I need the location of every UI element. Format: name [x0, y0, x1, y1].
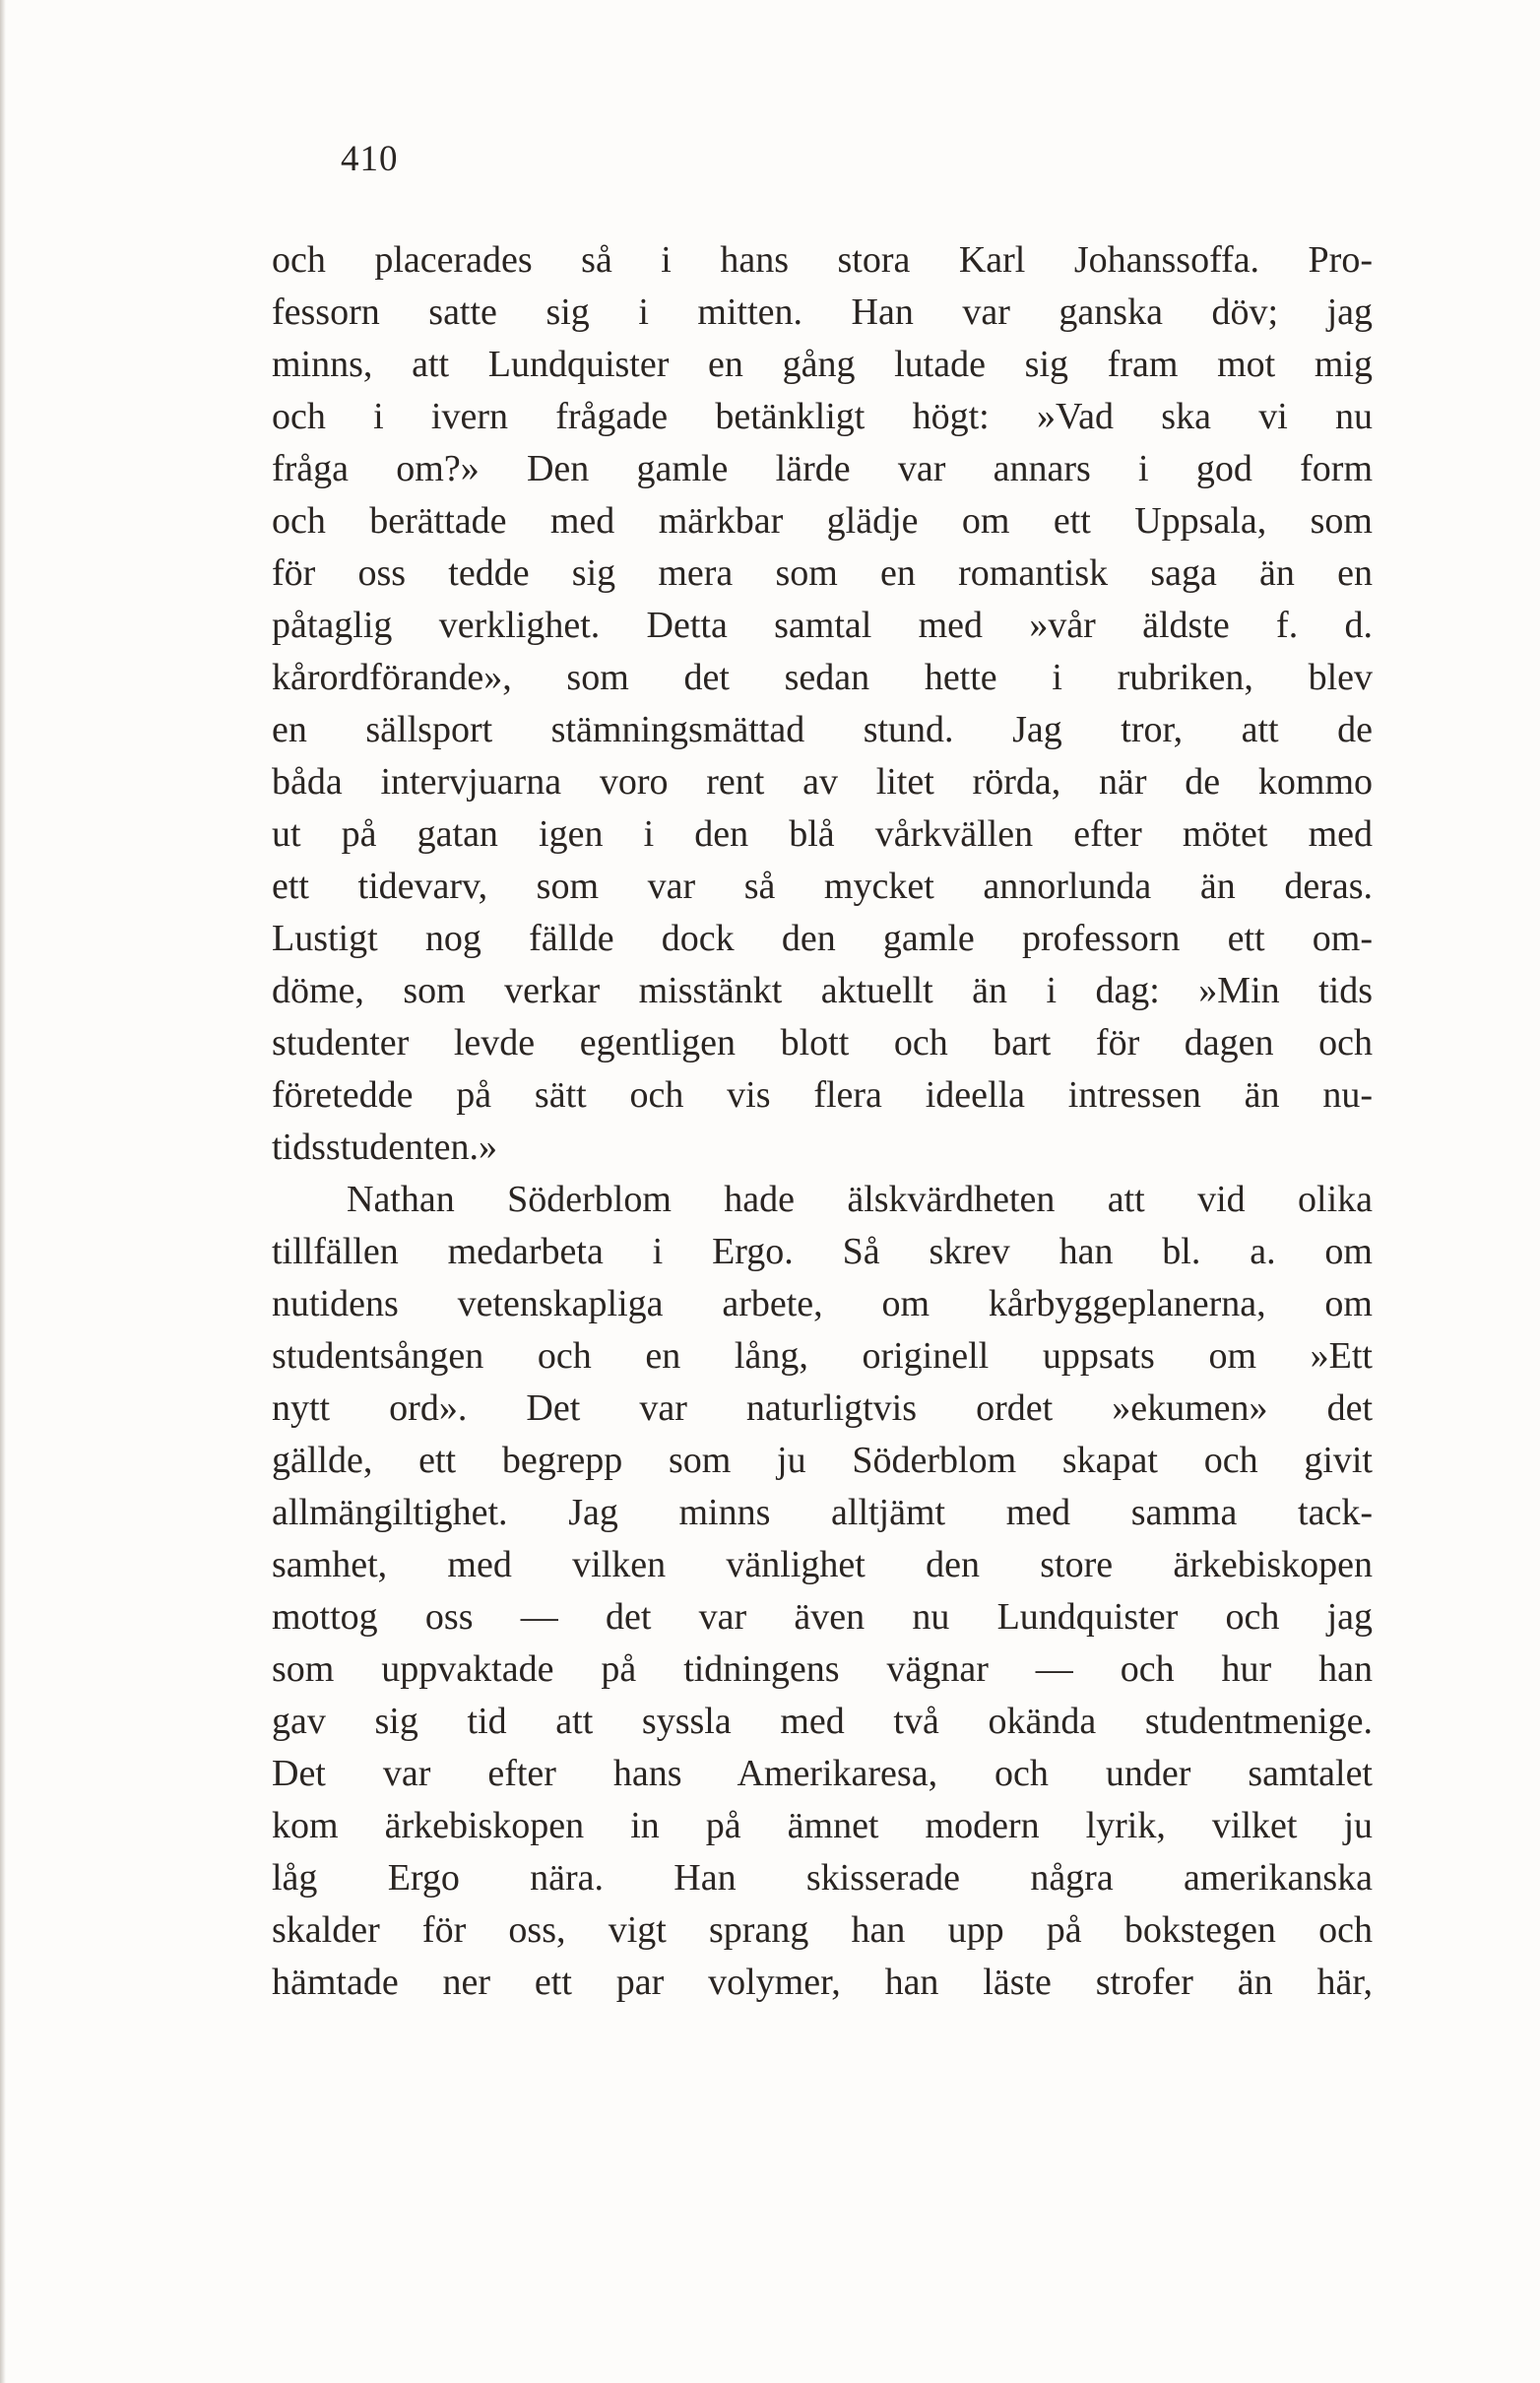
text-line: hämtade ner ett par volymer, han läste strofer än här, [272, 1962, 1373, 2003]
text-line: nutidens vetenskapliga arbete, om kårbyggeplanerna, om [272, 1283, 1373, 1324]
text-line: studenter levde egentligen blott och bart för dagen och [272, 1022, 1373, 1063]
text-line: studentsången och en lång, originell uppsats om »Ett [272, 1335, 1373, 1377]
text-line: fråga om?» Den gamle lärde var annars i god form [272, 448, 1373, 489]
text-line: för oss tedde sig mera som en romantisk saga än en [272, 552, 1373, 594]
text-line: och placerades så i hans stora Karl Johanssoffa. Pro- [272, 239, 1373, 281]
text-line: Det var efter hans Amerikaresa, och under samtalet [272, 1753, 1373, 1794]
text-line: kom ärkebiskopen in på ämnet modern lyrik, vilket ju [272, 1805, 1373, 1846]
text-line: samhet, med vilken vänlighet den store ärkebiskopen [272, 1544, 1373, 1585]
body-text [272, 234, 1373, 2009]
text-line: påtaglig verklighet. Detta samtal med »vår äldste f. d. [272, 605, 1373, 646]
text-line: minns, att Lundquister en gång lutade sig fram mot mig [272, 344, 1373, 385]
text-line: ett tidevarv, som var så mycket annorlunda än deras. [272, 866, 1373, 907]
text-line: en sällsport stämningsmättad stund. Jag tror, att de [272, 709, 1373, 750]
text-line: som uppvaktade på tidningens vägnar — och hur han [272, 1648, 1373, 1690]
text-line: fessorn satte sig i mitten. Han var ganska döv; jag [272, 291, 1373, 333]
text-line: allmängiltighet. Jag minns alltjämt med samma tack- [272, 1492, 1373, 1533]
page-edge-shadow [0, 0, 6, 2383]
text-line: företedde på sätt och vis flera ideella intressen än nu- [272, 1074, 1373, 1116]
text-line: tidsstudenten.» [272, 1127, 498, 1168]
text-line: låg Ergo nära. Han skisserade några amerikanska [272, 1857, 1373, 1899]
text-line: nytt ord». Det var naturligtvis ordet »ekumen» det [272, 1387, 1373, 1429]
text-line: kårordförande», som det sedan hette i rubriken, blev [272, 657, 1373, 698]
text-line: och berättade med märkbar glädje om ett Uppsala, som [272, 500, 1373, 542]
page-number: 410 [341, 139, 399, 179]
text-line: gällde, ett begrepp som ju Söderblom skapat och givit [272, 1440, 1373, 1481]
text-line: mottog oss — det var även nu Lundquister och jag [272, 1596, 1373, 1638]
text-line: döme, som verkar misstänkt aktuellt än i dag: »Min tids [272, 970, 1373, 1011]
text-line: och i ivern frågade betänkligt högt: »Vad ska vi nu [272, 396, 1373, 437]
text-line: tillfällen medarbeta i Ergo. Så skrev han bl. a. om [272, 1231, 1373, 1272]
text-line: ut på gatan igen i den blå vårkvällen efter mötet med [272, 813, 1373, 855]
text-line: gav sig tid att syssla med två okända studentmenige. [272, 1701, 1373, 1742]
text-line: båda intervjuarna voro rent av litet rörda, när de kommo [272, 761, 1373, 803]
text-line: skalder för oss, vigt sprang han upp på bokstegen och [272, 1909, 1373, 1951]
text-line: Lustigt nog fällde dock den gamle professorn ett om- [272, 918, 1373, 959]
text-line: Nathan Söderblom hade älskvärdheten att vid olika [347, 1179, 1373, 1220]
